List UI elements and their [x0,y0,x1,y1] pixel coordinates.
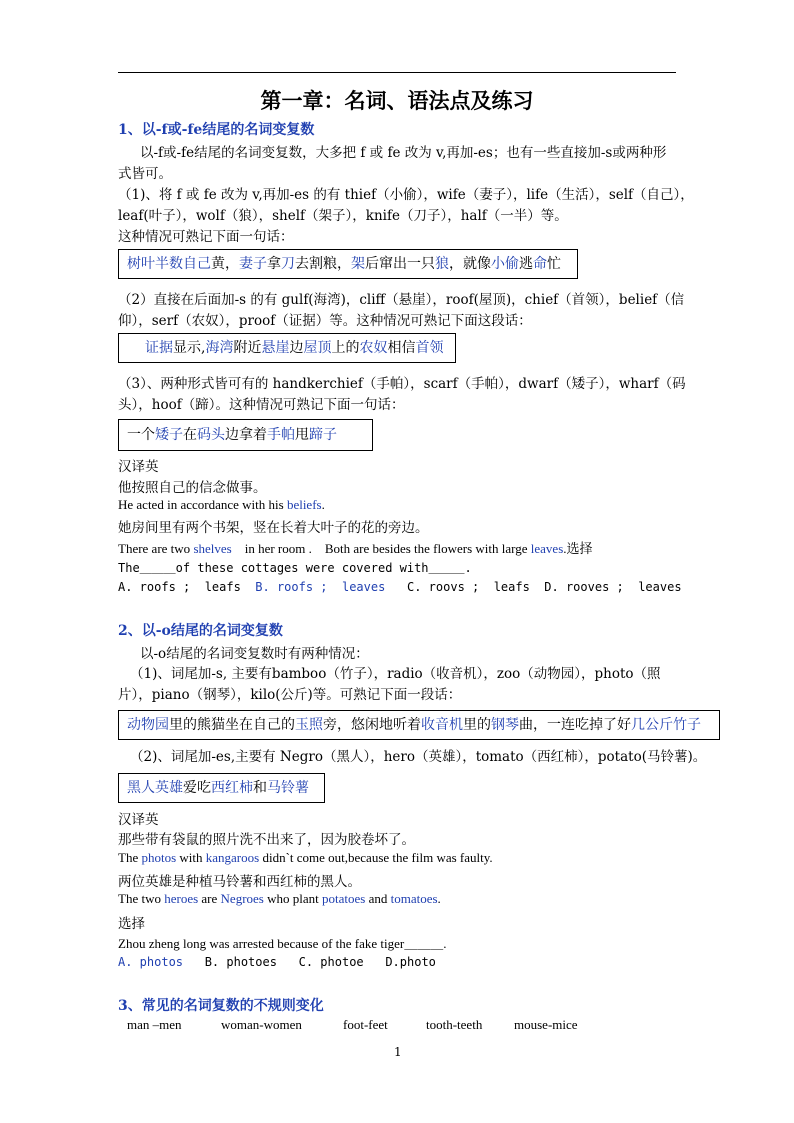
section-2-heading: 2、以-o结尾的名词变复数 [118,623,283,639]
irregular-pair: tooth-teeth [426,1017,483,1032]
text-segment: ，就像 [449,256,491,272]
s2-ex1-english [118,850,493,866]
highlighted-term: leaves [530,541,564,556]
text-segment: 相信 [387,340,416,356]
s1-rule3-line1: （3）、两种形式皆可有的 handkerchief（手帕），scarf（手帕），dwarf（矮子），wharf（码 [118,376,686,392]
highlighted-term: 竹子 [673,717,701,733]
highlighted-term: 命 [533,256,547,272]
text-segment: 边 [289,340,304,356]
highlighted-term: kangaroos [205,850,260,865]
text-segment: 边拿着 [225,427,267,443]
s1-rule3-line2: 头），hoof（蹄）。这种情况可熟记下面一句话： [118,397,405,413]
highlighted-term: tomatoes [390,891,438,906]
text-segment: B. photoes C. photoe D.photo [183,955,436,969]
s2-question-stem: Zhou zheng long was arrested because of the fake tiger＿＿＿. [118,936,447,951]
text-segment: He acted in accordance with his [118,497,287,512]
s1-intro-line1: 以-f或-fe结尾的名词变复数，大多把 f 或 fe 改为 v,再加-es；也有一些直接加-s或两种形 [140,145,667,161]
highlighted-term: 黑人 [127,780,155,796]
s2-exercise-label: 汉译英 [118,812,159,828]
page-number: 1 [394,1045,402,1059]
s1-ex1-english [118,497,325,513]
irregular-pair: man –men [127,1017,182,1032]
highlighted-term: 海湾 [205,340,234,356]
s1-rule1-line1: （1)、将 f 或 fe 改为 v,再加-es 的有 thief（小偷），wife（妻子），life（生活），self（自己）， [118,187,694,203]
highlighted-term: photos [141,850,177,865]
highlighted-term: 狼 [435,256,449,272]
mnemonic-box-5 [118,773,325,803]
section-1-heading: 1、以-f或-fe结尾的名词变复数 [118,122,315,138]
text-segment: 逃 [519,256,533,272]
s1-rule1-line2: leaf(叶子），wolf（狼），shelf（架子），knife（刀子），half（一半）等。 [118,208,568,224]
s2-ex2-english [118,891,441,907]
highlighted-term: 自己 [183,256,211,272]
text-segment: The [118,850,142,865]
s2-rule2: （2)、词尾加-es,主要有 Negro（黑人），hero（英雄），tomato（西红柿），potato(马铃薯)。 [130,749,707,765]
text-segment: 旁，悠闲地听着 [323,717,421,733]
s2-choose-label: 选择 [118,916,145,932]
text-segment: 忙 [547,256,561,272]
irregular-pair: woman-women [221,1017,302,1032]
highlighted-term: 刀 [281,256,295,272]
highlighted-term: A. photos [118,955,184,969]
text-segment: 曲，一连吃掉了好 [519,717,631,733]
highlighted-term: 蹄子 [309,427,337,443]
highlighted-term: 玉照 [295,717,323,733]
text-segment: 显示, [173,340,206,356]
highlighted-term: 半数 [155,256,183,272]
text-segment: C. roovs ; leafs D. rooves ; leaves [385,580,682,594]
s1-ex2-english [118,538,593,557]
text-segment: 后窜出一只 [365,256,435,272]
highlighted-term: 马铃薯 [267,780,309,796]
section-3-heading: 3、常见的名词复数的不规则变化 [118,998,324,1014]
mnemonic-box-2 [118,333,456,363]
highlighted-term: 证据 [145,340,173,356]
text-segment: 甩 [295,427,309,443]
highlighted-term: B. roofs ; leaves [255,580,386,594]
text-segment: The two [118,891,165,906]
s2-rule1-line2: 片），piano（钢琴），kilo(公斤)等。可熟记下面一段话： [118,687,462,703]
s2-ex2-chinese: 两位英雄是种植马铃薯和西红柿的黑人。 [118,874,361,890]
s2-ex1-chinese: 那些带有袋鼠的照片洗不出来了，因为胶卷坏了。 [118,832,415,848]
text-segment: are [198,891,221,906]
text-segment: .选择 [563,541,593,556]
highlighted-term: 钢琴 [491,717,519,733]
s1-exercise-label: 汉译英 [118,459,159,475]
highlighted-term: 几公斤 [631,717,673,733]
highlighted-term: shelves [193,541,232,556]
text-segment: 里的熊猫坐在自己的 [169,717,295,733]
s2-question-options [118,955,436,969]
mnemonic-box-4 [118,710,720,740]
highlighted-term: 收音机 [421,717,463,733]
text-segment: and [365,891,391,906]
s1-ex2-chinese: 她房间里有两个书架，竖在长着大叶子的花的旁边。 [118,520,429,536]
highlighted-term: 矮子 [155,427,183,443]
highlighted-term: 小偷 [491,256,519,272]
irregular-pair: mouse-mice [514,1017,578,1032]
s2-intro: 以-o结尾的名词变复数时有两种情况： [140,646,369,662]
mnemonic-box-1 [118,249,578,279]
highlighted-term: 手帕 [267,427,295,443]
s1-question-stem: The＿＿＿of these cottages were covered with＿＿＿. [118,561,472,575]
text-segment: . [321,497,325,512]
highlighted-term: 西红柿 [211,780,253,796]
s1-intro-line2: 式皆可。 [118,166,172,182]
highlighted-term: 码头 [197,427,225,443]
page-title: 第一章：名词、语法点及练习 [260,88,534,113]
s1-question-options [118,580,682,594]
highlighted-term: Negroes [220,891,264,906]
s1-rule2-line2: 仰），serf（农奴），proof（证据）等。这种情况可熟记下面这段话： [118,313,532,329]
highlighted-term: 屋顶 [303,340,332,356]
highlighted-term: 妻子 [239,256,267,272]
text-segment: 附近 [233,340,262,356]
irregular-pair: foot-feet [343,1017,388,1032]
highlighted-term: 树叶 [127,256,155,272]
text-segment: didn`t come out,because the film was faulty. [259,850,493,865]
s1-ex1-chinese: 他按照自己的信念做事。 [118,480,267,496]
s2-rule1-line1: （1)、词尾加-s, 主要有bamboo（竹子），radio（收音机），zoo（动物园），photo（照 [130,666,661,682]
s1-rule1-line3: 这种情况可熟记下面一句话： [118,229,294,245]
highlighted-term: 英雄 [155,780,183,796]
text-segment: 和 [253,780,267,796]
text-segment: in her room . Both are besides the flowers with large [231,541,531,556]
highlighted-term: 悬崖 [261,340,290,356]
highlighted-term: 农奴 [359,340,388,356]
header-rule [118,72,676,73]
text-segment: A. roofs ; leafs [118,580,256,594]
text-segment: 去割粮， [295,256,351,272]
text-segment: who plant [263,891,322,906]
text-segment: with [176,850,206,865]
text-segment: 拿 [267,256,281,272]
highlighted-term: beliefs [286,497,322,512]
text-segment: There are two [118,541,194,556]
highlighted-term: potatoes [322,891,366,906]
highlighted-term: 首领 [415,340,444,356]
s1-rule2-line1: （2）直接在后面加-s 的有 gulf(海湾)，cliff（悬崖），roof(屋顶)，chief（首领），belief（信 [118,292,685,308]
text-segment: 爱吃 [183,780,211,796]
text-segment: 黄， [211,256,239,272]
highlighted-term: 动物园 [127,717,169,733]
text-segment: 在 [183,427,197,443]
highlighted-term: 架 [351,256,365,272]
mnemonic-box-3 [118,419,373,451]
text-segment: 一个 [127,427,155,443]
text-segment: 里的 [463,717,491,733]
text-segment: 上的 [331,340,360,356]
text-segment: . [437,891,441,906]
highlighted-term: heroes [164,891,199,906]
